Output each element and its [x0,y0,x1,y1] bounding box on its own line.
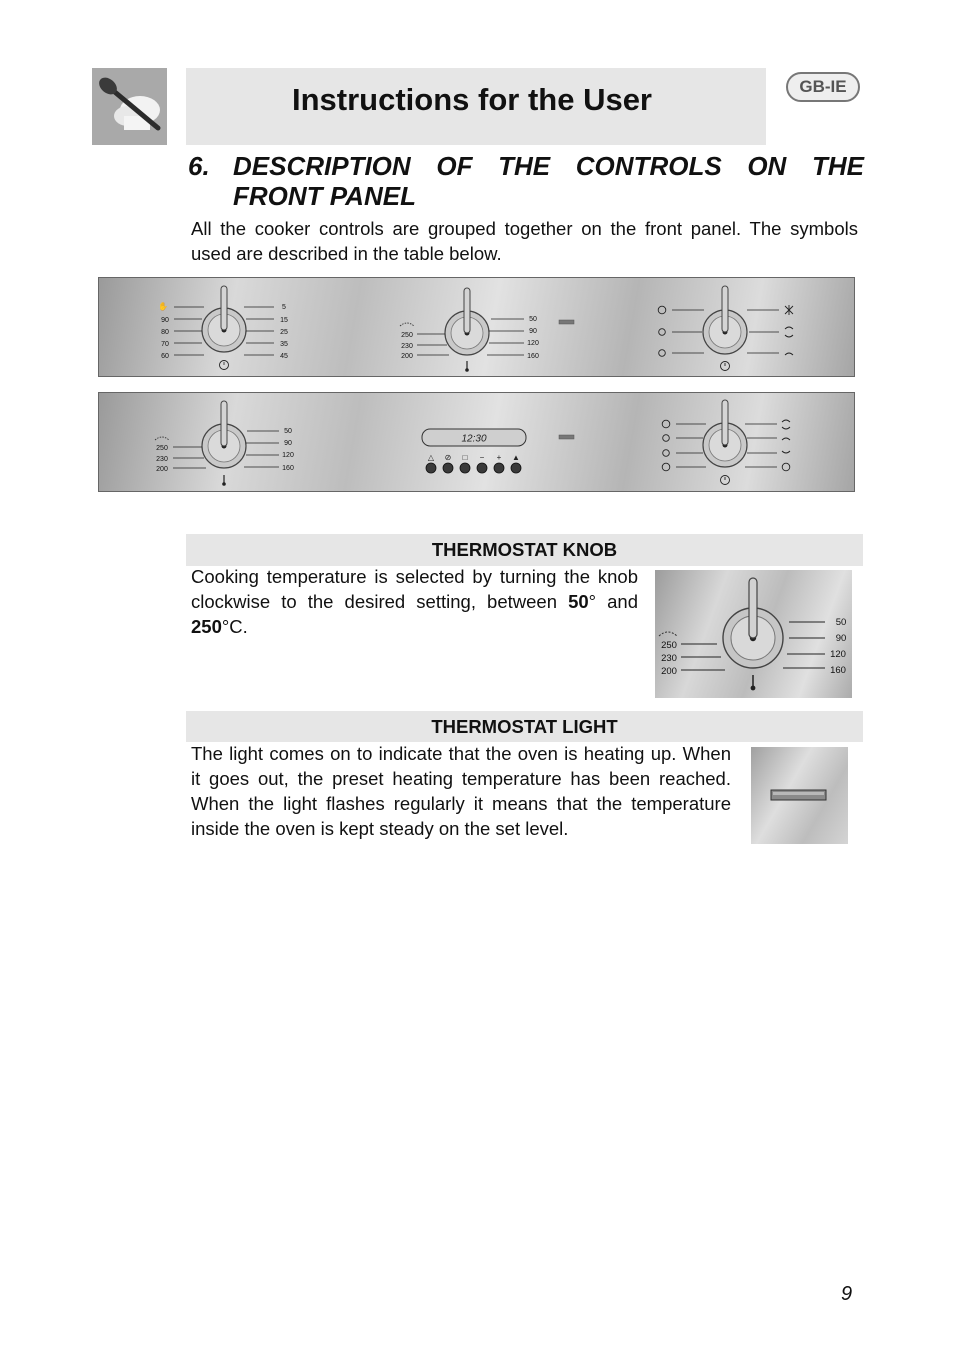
scale-left-label: 200 [661,666,677,677]
timer-right-label: 25 [280,329,288,336]
front-panel-2-drawing [99,393,856,493]
max-temperature: 250 [191,616,222,637]
thermostat-light-drawing [751,747,848,844]
thermo-left-label: 200 [156,466,168,473]
thermo-left-label: 200 [401,353,413,360]
thermostat-knob [202,401,246,468]
manual-icon: ▲ [512,453,520,462]
front-panel-2 [98,392,855,492]
oven-arc-icon [400,323,414,326]
programmer-button[interactable] [426,463,436,473]
chef-spoon-icon [92,68,167,145]
oven-arc-icon [155,437,169,440]
section-title-line1: DESCRIPTION OF THE CONTROLS ON THE [233,151,864,181]
end-cooking-icon: ⊘ [444,453,452,462]
thermostat-knob [723,578,783,668]
thermo-right-label: 120 [282,452,294,459]
plus-icon: + [496,453,502,462]
fan-defrost-icon [662,463,670,471]
bottom-heat-icon [782,451,790,453]
timer-right-label: 35 [280,341,288,348]
scale-right-label: 50 [835,617,847,628]
thermostat-knob-text: Cooking temperature is selected by turning the knob clockwise to the desired setting, between 50° and 250°C. [191,566,638,637]
timer-left-label: 70 [161,341,169,348]
defrost-icon [785,305,793,315]
hand-icon: ✋ [158,302,168,311]
thermometer-icon [222,475,226,486]
top-heat-icon [782,438,790,440]
fan-icon [662,420,670,428]
thermostat-light [559,320,574,324]
fan-grill-icon [659,329,666,336]
timer-right-label: 45 [280,353,288,360]
scale-left-label: 230 [661,653,677,664]
front-panel-1 [98,277,855,377]
thermostat-light-text: The light comes on to indicate that the oven is heating up. When it goes out, the preset heating temperature has been reached. When the light flashes regularly it means that the temperature inside the oven is kept steady on the set level. [191,743,731,839]
programmer-button[interactable] [511,463,521,473]
timer-right-label: 5 [282,304,286,311]
thermometer-icon [465,361,469,372]
bell-icon: △ [427,453,435,462]
thermostat-knob-illustration [655,570,852,698]
scale-left-label: 250 [661,640,677,651]
function-knob [703,286,747,354]
minus-icon: − [479,453,485,462]
thermometer-icon [751,675,756,690]
thermo-right-label: 160 [282,465,294,472]
clock-icon [721,362,730,371]
thermostat-light-illustration [751,747,848,844]
thermo-left-label: 230 [401,343,413,350]
logo [92,68,167,145]
top-bottom-heat-icon [785,327,793,337]
thermo-right-label: 50 [284,428,292,435]
oven-arc-icon [659,632,677,636]
cooking-duration-icon: □ [462,453,468,462]
thermo-right-label: 90 [284,440,292,447]
section-title-line2: FRONT PANEL [233,181,416,211]
display-time: 12:30 [461,433,487,445]
top-heat-icon [785,353,793,355]
page-number: 9 [841,1283,853,1305]
thermo-left-label: 250 [401,332,413,339]
thermostat-knob [445,288,489,355]
fan-heat-icon [663,450,670,457]
thermo-right-label: 90 [529,328,537,335]
thermostat-light [559,435,574,439]
thermo-right-label: 160 [527,353,539,360]
top-bottom-heat-icon [782,420,790,429]
programmer-button[interactable] [443,463,453,473]
timer-right-label: 15 [280,317,288,324]
thermo-right-label: 120 [527,340,539,347]
programmer-button[interactable] [477,463,487,473]
timer-left-label: 60 [161,353,169,360]
fan-icon [782,463,790,471]
thermo-left-label: 230 [156,456,168,463]
programmer-button[interactable] [494,463,504,473]
timer-left-label: 80 [161,329,169,336]
scale-right-label: 90 [835,633,847,644]
language-badge: GB-IE [786,72,860,102]
fan-icon [659,350,666,357]
section-number: 6. [188,151,210,181]
fan-icon [658,306,666,314]
clock-icon [220,361,229,370]
thermo-left-label: 250 [156,445,168,452]
intro-paragraph: All the cooker controls are grouped together on the front panel. The symbols used are described in the table below. [191,218,858,264]
clock-icon [721,476,730,485]
page-title: Instructions for the User [292,82,652,117]
thermo-right-label: 50 [529,316,537,323]
fan-grill-icon [663,435,670,442]
front-panel-1-drawing [99,278,856,378]
timer-knob [202,286,246,352]
thermostat-light-heading: THERMOSTAT LIGHT [186,711,863,742]
function-knob [703,400,747,467]
timer-left-label: 90 [161,317,169,324]
scale-right-label: 120 [830,649,846,660]
min-temperature: 50 [568,591,589,612]
scale-right-label: 160 [830,665,846,676]
thermostat-knob-drawing [655,570,852,698]
thermostat-knob-heading: THERMOSTAT KNOB [186,534,863,566]
programmer-button[interactable] [460,463,470,473]
